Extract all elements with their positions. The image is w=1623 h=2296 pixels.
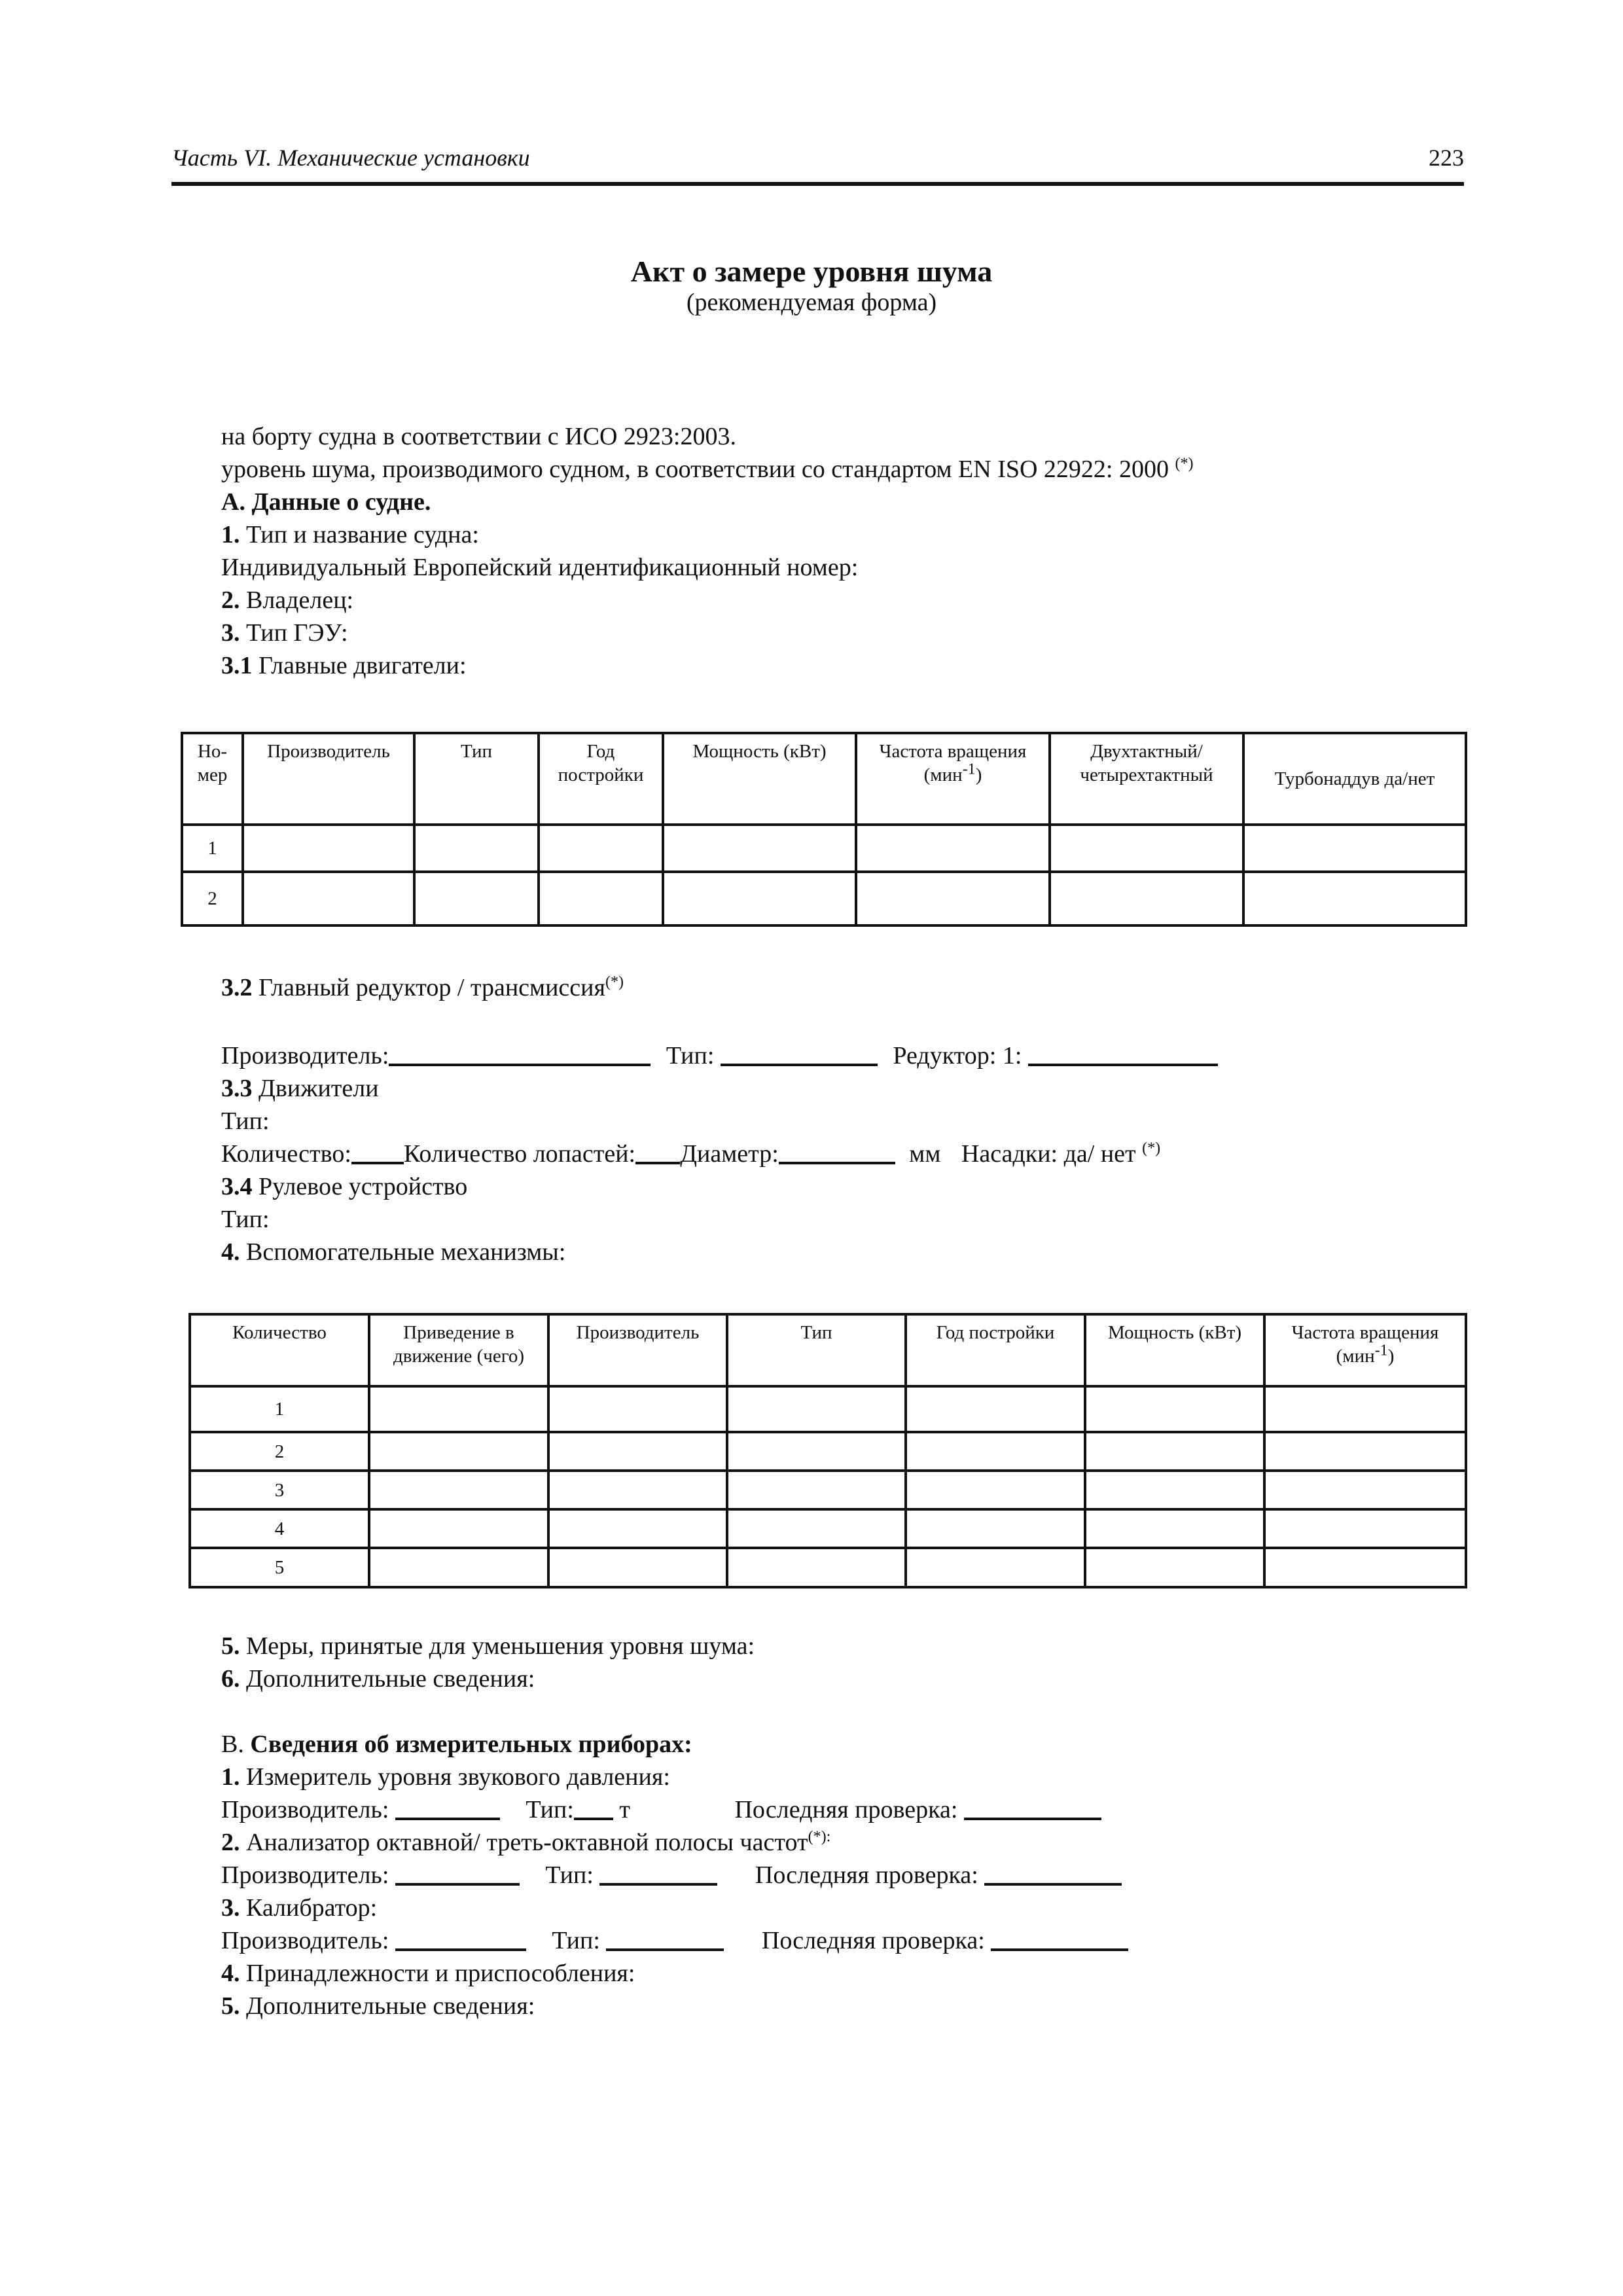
document-title: Акт о замере уровня шума <box>630 255 993 288</box>
field-steering-gear: 3.4 Рулевое устройство <box>221 1173 468 1200</box>
table-cell <box>856 872 1050 925</box>
footnote-marker: (*): <box>808 1828 831 1846</box>
table-cell <box>1050 825 1243 872</box>
table-cell <box>1085 1386 1264 1432</box>
instrument-1-details: Производитель: Тип: т Последняя проверка: <box>221 1793 1101 1826</box>
column-header: Производитель <box>243 733 414 825</box>
field-propulsion-plant: 3. Тип ГЭУ: <box>221 619 348 647</box>
table-row <box>182 825 1466 872</box>
column-header: Но- мер <box>182 733 243 825</box>
table-cell <box>727 1471 906 1509</box>
table-cell <box>727 1548 906 1587</box>
main-engines-table <box>181 732 1467 927</box>
field-steering-type: Тип: <box>221 1206 270 1233</box>
column-header: Мощность (кВт) <box>663 733 856 825</box>
field-propeller-type: Тип: <box>221 1107 270 1135</box>
section-b-heading: В. Сведения об измерительных приборах: <box>221 1731 692 1758</box>
last-check-blank <box>984 1861 1122 1886</box>
table-row <box>190 1548 1466 1587</box>
field-noise-measures: 5. Меры, принятые для уменьшения уровня шума: <box>221 1632 755 1660</box>
table-cell <box>243 872 414 925</box>
instrument-3-details: Производитель: Тип: Последняя проверка: <box>221 1924 1128 1957</box>
row-number: 1 <box>190 1386 369 1432</box>
table-cell <box>906 1509 1085 1548</box>
type-blank <box>606 1926 724 1951</box>
table-cell <box>369 1509 548 1548</box>
last-check-blank <box>991 1926 1128 1951</box>
table-cell <box>1264 1471 1466 1509</box>
table-cell <box>1264 1432 1466 1471</box>
table-cell <box>414 872 539 925</box>
field-octave-analyzer: 2. Анализатор октавной/ треть-октавной полосы частот(*): <box>221 1828 831 1856</box>
field-sound-level-meter: 1. Измеритель уровня звукового давления: <box>221 1763 670 1791</box>
table-cell <box>906 1471 1085 1509</box>
column-header: Количество <box>190 1314 369 1386</box>
table-cell <box>548 1548 727 1587</box>
gearbox-details-row: Производитель: Тип: Редуктор: 1: <box>221 1039 1218 1072</box>
section-a-heading: А. Данные о судне. <box>221 488 431 516</box>
column-header: Частота вращения (мин$^{-1}$) <box>1264 1314 1466 1386</box>
row-number: 5 <box>190 1548 369 1587</box>
table-cell <box>369 1432 548 1471</box>
diameter-blank <box>779 1139 895 1164</box>
document-subtitle: (рекомендуемая форма) <box>686 289 937 316</box>
type-blank <box>721 1041 878 1066</box>
footnote-marker: (*) <box>1175 455 1194 473</box>
column-header: Частота вращения (мин$^{-1}$) <box>856 733 1050 825</box>
column-header: Двухтактный/ четырехтактный <box>1050 733 1243 825</box>
reducer-ratio-blank <box>1028 1041 1218 1066</box>
type-blank <box>599 1861 717 1886</box>
column-header: Мощность (кВт) <box>1085 1314 1264 1386</box>
running-header <box>171 143 1464 186</box>
table-cell <box>1085 1471 1264 1509</box>
manufacturer-blank <box>389 1041 651 1066</box>
table-cell <box>906 1386 1085 1432</box>
table-row <box>190 1509 1466 1548</box>
intro-line-1: на борту судна в соответствии с ИСО 2923:2003. <box>221 423 736 450</box>
table-cell <box>369 1548 548 1587</box>
column-header: Тип <box>414 733 539 825</box>
table-cell <box>727 1509 906 1548</box>
column-header: Турбонаддув да/нет <box>1243 733 1466 825</box>
table-cell <box>539 872 663 925</box>
table-cell <box>369 1386 548 1432</box>
column-header: Тип <box>727 1314 906 1386</box>
footnote-marker: (*) <box>605 973 624 991</box>
row-number: 2 <box>182 872 243 925</box>
table-row <box>190 1471 1466 1509</box>
table-row <box>190 1386 1466 1432</box>
row-number: 4 <box>190 1509 369 1548</box>
page-number: 223 <box>1429 145 1464 171</box>
field-additional-info-b: 5. Дополнительные сведения: <box>221 1992 535 2020</box>
quantity-blank <box>351 1139 404 1164</box>
table-cell <box>1050 872 1243 925</box>
row-number: 1 <box>182 825 243 872</box>
manufacturer-blank <box>395 1926 526 1951</box>
table-cell <box>1243 872 1466 925</box>
table-cell <box>369 1471 548 1509</box>
table-cell <box>906 1548 1085 1587</box>
row-number: 2 <box>190 1432 369 1471</box>
table-header-row <box>182 733 1466 825</box>
manufacturer-blank <box>395 1795 500 1820</box>
table-cell <box>1243 825 1466 872</box>
section-title: Часть VI. Механические установки <box>171 145 530 171</box>
table-cell <box>1264 1386 1466 1432</box>
column-header: Приведение в движение (чего) <box>369 1314 548 1386</box>
row-number: 3 <box>190 1471 369 1509</box>
table-cell <box>548 1471 727 1509</box>
table-cell <box>1264 1548 1466 1587</box>
column-header: Год постройки <box>906 1314 1085 1386</box>
field-owner: 2. Владелец: <box>221 586 354 614</box>
table-cell <box>906 1432 1085 1471</box>
field-propellers: 3.3 Движители <box>221 1075 379 1102</box>
field-auxiliary: 4. Вспомогательные механизмы: <box>221 1238 566 1266</box>
field-vessel-name: 1. Тип и название судна: <box>221 521 479 548</box>
footnote-marker: (*) <box>1142 1139 1161 1157</box>
table-cell <box>548 1386 727 1432</box>
intro-line-2: уровень шума, производимого судном, в соответствии со стандартом EN ISO 22922: 2000 (*) <box>221 455 1194 483</box>
table-row <box>182 872 1466 925</box>
auxiliary-machinery-table <box>188 1313 1467 1588</box>
table-header-row <box>190 1314 1466 1386</box>
table-cell <box>548 1509 727 1548</box>
field-accessories: 4. Принадлежности и приспособления: <box>221 1960 635 1987</box>
table-cell <box>548 1432 727 1471</box>
field-eni: Индивидуальный Европейский идентификационный номер: <box>221 554 859 581</box>
last-check-blank <box>964 1795 1101 1820</box>
table-cell <box>1264 1509 1466 1548</box>
field-additional-info-a: 6. Дополнительные сведения: <box>221 1665 535 1693</box>
table-cell <box>727 1432 906 1471</box>
table-cell <box>1085 1432 1264 1471</box>
field-main-engines: 3.1 Главные двигатели: <box>221 652 467 679</box>
type-blank <box>574 1795 613 1820</box>
table-cell <box>414 825 539 872</box>
table-cell <box>1085 1548 1264 1587</box>
field-calibrator: 3. Калибратор: <box>221 1894 378 1922</box>
table-cell <box>663 872 856 925</box>
table-cell <box>856 825 1050 872</box>
column-header: Производитель <box>548 1314 727 1386</box>
manufacturer-blank <box>395 1861 520 1886</box>
table-cell <box>663 825 856 872</box>
table-cell <box>727 1386 906 1432</box>
instrument-2-details: Производитель: Тип: Последняя проверка: <box>221 1859 1122 1892</box>
table-cell <box>243 825 414 872</box>
column-header: Год постройки <box>539 733 663 825</box>
propeller-details-row: Количество: Количество лопастей: Диаметр: мм Насадки: да/ нет (*) <box>221 1139 1161 1168</box>
blades-blank <box>635 1139 680 1164</box>
table-row <box>190 1432 1466 1471</box>
table-cell <box>1085 1509 1264 1548</box>
field-gearbox: 3.2 Главный редуктор / трансмиссия(*) <box>221 973 624 1001</box>
table-cell <box>539 825 663 872</box>
